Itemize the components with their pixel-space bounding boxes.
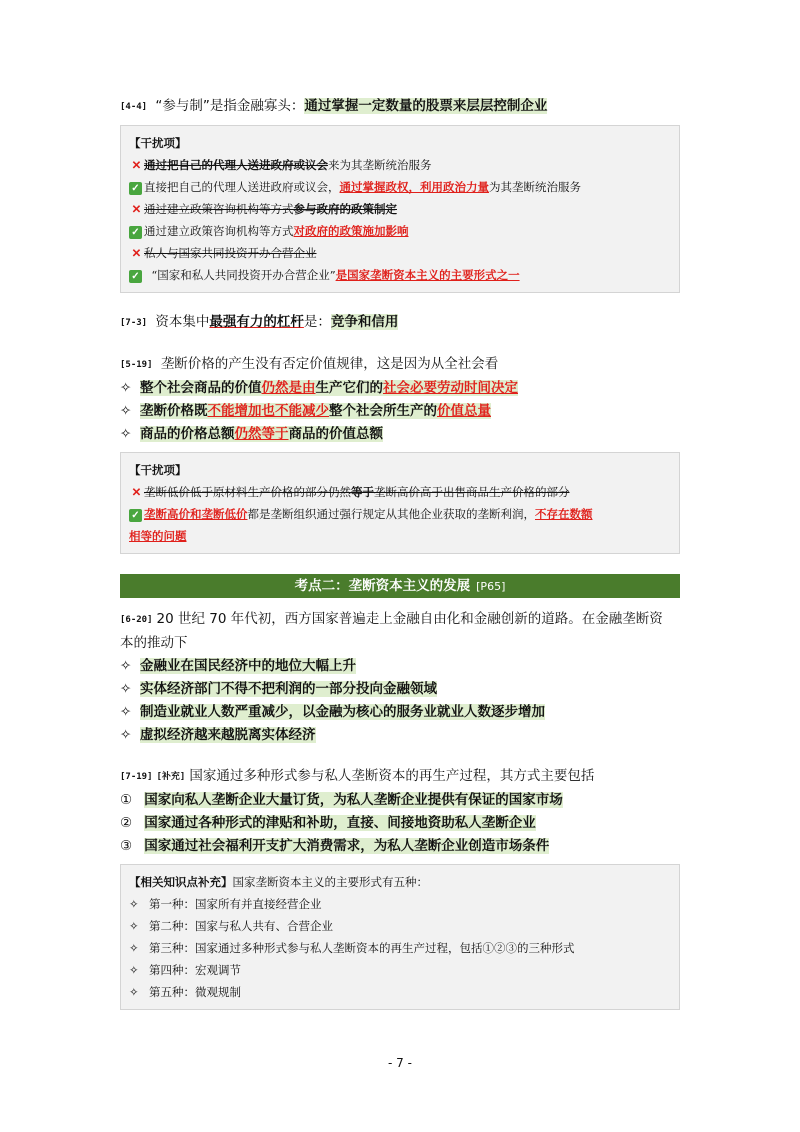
- question-6-20: [6-20] 20 世纪 70 年代初，西方国家普遍走上金融自由化和金融创新的道路。在金融垄断资: [120, 611, 663, 627]
- check-icon: ✓: [129, 509, 142, 522]
- diamond-bullet-icon: ✧: [120, 403, 132, 419]
- list-item: ✧ 第五种：微观规制: [129, 981, 671, 1003]
- check-icon: ✓: [129, 270, 142, 283]
- diamond-bullet-icon: ✧: [129, 985, 139, 999]
- page-number: - 7 -: [388, 1056, 412, 1070]
- section-header: 考点二：垄断资本主义的发展 [P65]: [120, 574, 680, 598]
- distractor-box-2: [120, 452, 680, 554]
- question-tag: [7-19]: [120, 772, 153, 782]
- check-icon: ✓: [129, 226, 142, 239]
- list-item: ✧ 制造业就业人数严重减少，以金融为核心的服务业就业人数逐步增加: [120, 701, 680, 724]
- list-item: ✧ 实体经济部门不得不把利润的一部分投向金融领域: [120, 678, 680, 701]
- cross-icon: ✕: [131, 158, 142, 172]
- distractor-item: ✕ 通过建立政策咨询机构等方式参与政府的政策制定: [129, 198, 671, 220]
- question-7-3: [7-3] 资本集中最强有力的杠杆是：竞争和信用: [120, 314, 399, 330]
- question-6-20-continued: 本的推动下: [120, 635, 188, 651]
- distractor-item: ✕ 私人与国家共同投资开办合营企业: [129, 242, 671, 264]
- question-tag: [6-20]: [120, 615, 153, 625]
- diamond-bullet-icon: ✧: [120, 380, 132, 396]
- cross-icon: ✕: [131, 246, 142, 260]
- diamond-bullet-icon: ✧: [129, 897, 139, 911]
- question-tag: [7-3]: [120, 318, 148, 328]
- diamond-bullet-icon: ✧: [129, 941, 139, 955]
- correct-item: ✓ “国家和私人共同投资开办合营企业”是国家垄断资本主义的主要形式之一: [129, 264, 671, 286]
- supplement-tag: [补充]: [156, 772, 186, 782]
- distractor-item: ✕ 垄断低价低于原材料生产价格的部分仍然等于垄断高价高于出售商品生产价格的部分: [129, 481, 671, 503]
- distractor-box-1: [120, 125, 680, 293]
- diamond-bullet-icon: ✧: [129, 963, 139, 977]
- list-item: ✧ 垄断价格既不能增加也不能减少整个社会所生产的价值总量: [120, 400, 680, 423]
- correct-item: ✓ 直接把自己的代理人送进政府或议会，通过掌握政权，利用政治力量为其垄断统治服务: [129, 176, 671, 198]
- list-item: ✧ 商品的价格总额仍然等于商品的价值总额: [120, 423, 680, 446]
- correct-item: ✓ 通过建立政策咨询机构等方式对政府的政策施加影响: [129, 220, 671, 242]
- list-item: ✧ 整个社会商品的价值仍然是由生产它们的社会必要劳动时间决定: [120, 377, 680, 400]
- list-item: ✧ 第一种：国家所有并直接经营企业: [129, 893, 671, 915]
- numbered-item: ① 国家向私人垄断企业大量订货，为私人垄断企业提供有保证的国家市场: [120, 792, 563, 808]
- question-4-4: [120, 95, 680, 119]
- list-item: ✧ 虚拟经济越来越脱离实体经济: [120, 724, 680, 747]
- check-icon: ✓: [129, 182, 142, 195]
- page-content: [120, 95, 680, 1010]
- box-title: 【干扰项】: [129, 463, 187, 477]
- list-item: ✧ 第四种：宏观调节: [129, 959, 671, 981]
- numbered-item: ② 国家通过各种形式的津贴和补助，直接、间接地资助私人垄断企业: [120, 815, 536, 831]
- diamond-bullet-icon: ✧: [120, 681, 132, 697]
- answer-highlight: 竞争和信用: [330, 314, 399, 330]
- diamond-bullet-icon: ✧: [120, 426, 132, 442]
- list-item: ✧ 第二种：国家与私人共有、合营企业: [129, 915, 671, 937]
- question-tag: [4-4]: [120, 102, 148, 112]
- correct-item-continued: 相等的问题: [129, 529, 187, 543]
- question-7-19: [7-19] [补充] 国家通过多种形式参与私人垄断资本的再生产过程，其方式主要包括: [120, 768, 595, 784]
- box-title: 【干扰项】: [129, 136, 187, 150]
- question-5-19: [5-19] 垄断价格的产生没有否定价值规律，这是因为从全社会看: [120, 356, 499, 372]
- box-title-line: 【相关知识点补充】国家垄断资本主义的主要形式有五种：: [129, 875, 428, 889]
- answer-highlight: 通过掌握一定数量的股票来层层控制企业: [304, 98, 548, 114]
- cross-icon: ✕: [131, 202, 142, 216]
- question-tag: [5-19]: [120, 360, 153, 370]
- supplement-box: [120, 864, 680, 1010]
- list-item: ✧ 金融业在国民经济中的地位大幅上升: [120, 655, 680, 678]
- diamond-bullet-icon: ✧: [120, 727, 132, 743]
- diamond-bullet-icon: ✧: [120, 658, 132, 674]
- list-item: ✧ 第三种：国家通过多种形式参与私人垄断资本的再生产过程，包括①②③的三种形式: [129, 937, 671, 959]
- distractor-item: ✕ 通过把自己的代理人送进政府或议会来为其垄断统治服务: [129, 154, 671, 176]
- cross-icon: ✕: [131, 485, 142, 499]
- numbered-item: ③ 国家通过社会福利开支扩大消费需求，为私人垄断企业创造市场条件: [120, 838, 550, 854]
- diamond-bullet-icon: ✧: [129, 919, 139, 933]
- question-text: “参与制”是指金融寡头：: [155, 98, 305, 114]
- correct-item: ✓ 垄断高价和垄断低价都是垄断组织通过强行规定从其他企业获取的垄断利润，不存在数额: [129, 503, 671, 525]
- diamond-bullet-icon: ✧: [120, 704, 132, 720]
